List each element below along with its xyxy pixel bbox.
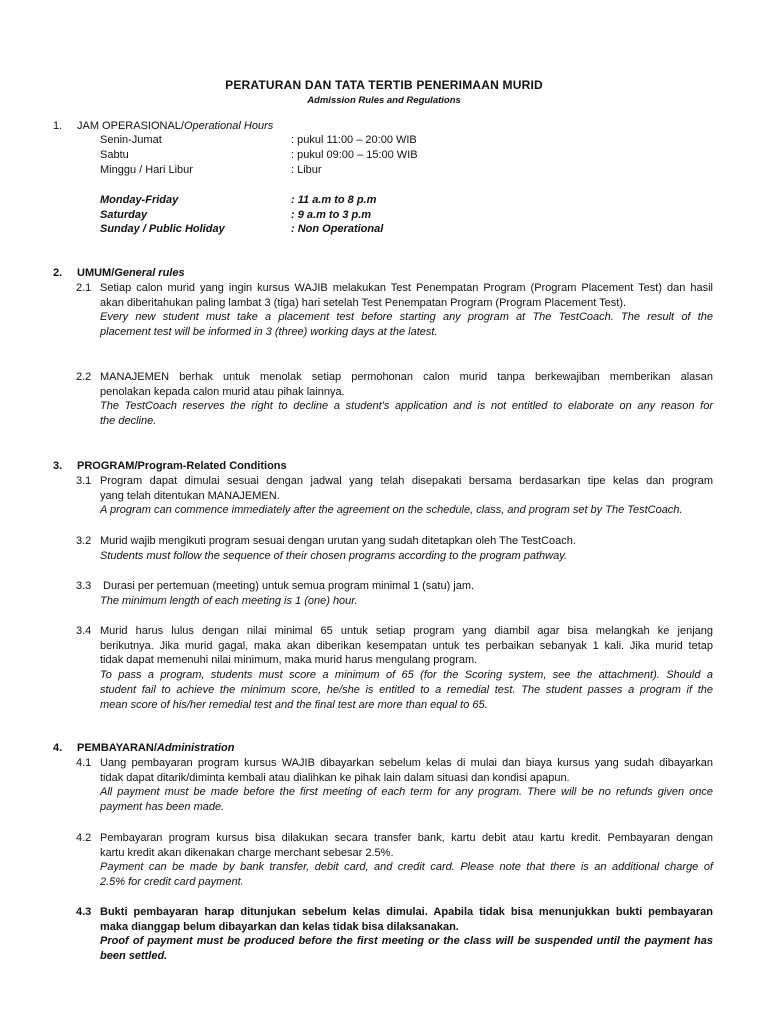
section-1-heading: JAM OPERASIONAL/Operational Hours — [77, 120, 274, 132]
clause-3-2: Murid wajib mengikuti program sesuai dengan urutan yang sudah ditetapkan oleh The TestCoach. Students must follow the sequence of their chosen programs according to the program pathway. — [100, 535, 576, 562]
section-4-heading: PEMBAYARAN/Administration — [77, 742, 235, 754]
section-2-heading: UMUM/General rules — [77, 267, 185, 279]
clause-number: 3.3 — [76, 580, 92, 592]
hours-row-en-value: : 11 a.m to 8 p.m — [291, 194, 377, 206]
clause-number: 4.2 — [76, 832, 92, 844]
clause-number: 3.4 — [76, 625, 92, 637]
clause-2-2: MANAJEMEN berhak untuk menolak setiap permohonan calon murid tanpa berkewajiban memberikan alasan penolakan kepada calon murid atau pihak lainnya. The TestCoach reserves the right to decline a student's application and is not entitled to elaborate on any reason for the decline. — [100, 371, 713, 428]
hours-row-en-label: Saturday — [100, 209, 148, 221]
document-title: PERATURAN DAN TATA TERTIB PENERIMAAN MURID — [225, 78, 543, 92]
clause-4-3: Bukti pembayaran harap ditunjukan sebelum kelas dimulai. Apabila tidak bisa menunjukkan bukti pembayaran maka dianggap belum dibayarkan dan kelas tidak bisa dilaksanakan. Proof of payment must be produced before the first meeting or the class will be suspended until the payment has been settled. — [100, 906, 713, 963]
clause-number: 2.1 — [76, 282, 92, 294]
hours-row-label: Minggu / Hari Libur — [100, 164, 193, 176]
document-subtitle: Admission Rules and Regulations — [307, 95, 461, 106]
clause-4-2: Pembayaran program kursus bisa dilakukan secara transfer bank, kartu debit atau kartu kredit. Pembayaran dengan kartu kredit akan dikenakan charge merchant sebesar 2.5%. Payment can be made by bank transfer, debit card, and credit card. Please note that there is an additional charge of 2.5% for credit card payment. — [100, 832, 713, 889]
section-4-number: 4. — [53, 742, 63, 754]
section-1-number: 1. — [53, 120, 63, 132]
hours-row-en-value: : 9 a.m to 3 p.m — [291, 209, 372, 221]
clause-number: 3.2 — [76, 535, 92, 547]
clause-2-1: Setiap calon murid yang ingin kursus WAJIB melakukan Test Penempatan Program (Program Placement Test) dan hasil akan diberitahukan paling lambat 3 (tiga) hari setelah Test Penempatan Program (Program Placement Test). Every new student must take a placement test before starting any program at The TestCoach. The result of the placement test will be informed in 3 (three) working days at the latest. — [100, 282, 713, 339]
hours-row-en-label: Sunday / Public Holiday — [100, 223, 225, 235]
hours-row-value: : pukul 11:00 – 20:00 WIB — [291, 134, 417, 146]
clause-number: 3.1 — [76, 475, 92, 487]
section-3-heading: PROGRAM/Program-Related Conditions — [77, 460, 287, 472]
clause-3-1: Program dapat dimulai sesuai dengan jadwal yang telah disepakati bersama berdasarkan tipe kelas dan program yang telah ditentukan MANAJEMEN. A program can commence immediately after the agreement on the schedule, class, and program set by The TestCoach. — [100, 475, 713, 517]
hours-row-en-value: : Non Operational — [291, 223, 384, 235]
clause-number: 2.2 — [76, 371, 92, 383]
clause-number: 4.3 — [76, 906, 92, 918]
clause-number: 4.1 — [76, 757, 92, 769]
clause-3-3: Durasi per pertemuan (meeting) untuk semua program minimal 1 (satu) jam. The minimum length of each meeting is 1 (one) hour. — [100, 580, 475, 607]
clause-3-4: Murid harus lulus dengan nilai minimal 65 untuk setiap program yang diambil agar bisa melangkah ke jenjang berikutnya. Jika murid gagal, maka akan diberikan kesempatan untuk tes perbaikan sebanyak 1 kali. Jika murid tetap tidak dapat memenuhi nilai minimum, maka murid harus mengulang program. To pass a program, students must score a minimum of 65 (for the Scoring system, see the attachment). Should a student fail to achieve the minimum score, he/she is entitled to a remedial test. The student passes a program if the mean score of his/her remedial test and the final test are more than equal to 65. — [100, 625, 713, 711]
hours-row-en-label: Monday-Friday — [100, 194, 179, 206]
section-2-number: 2. — [53, 267, 63, 279]
clause-4-1: Uang pembayaran program kursus WAJIB dibayarkan sebelum kelas di mulai dan biaya kursus yang sudah dibayarkan tidak dapat ditarik/diminta kembali atau dialihkan ke pihak lain dalam situasi dan kondisi apapun. All payment must be made before the first meeting of each term for any program. There will be no refunds given once payment has been made. — [100, 757, 713, 814]
hours-row-value: : Libur — [291, 164, 322, 176]
hours-row-label: Sabtu — [100, 149, 129, 161]
hours-row-label: Senin-Jumat — [100, 134, 162, 146]
section-3-number: 3. — [53, 460, 63, 472]
hours-row-value: : pukul 09:00 – 15:00 WIB — [291, 149, 418, 161]
